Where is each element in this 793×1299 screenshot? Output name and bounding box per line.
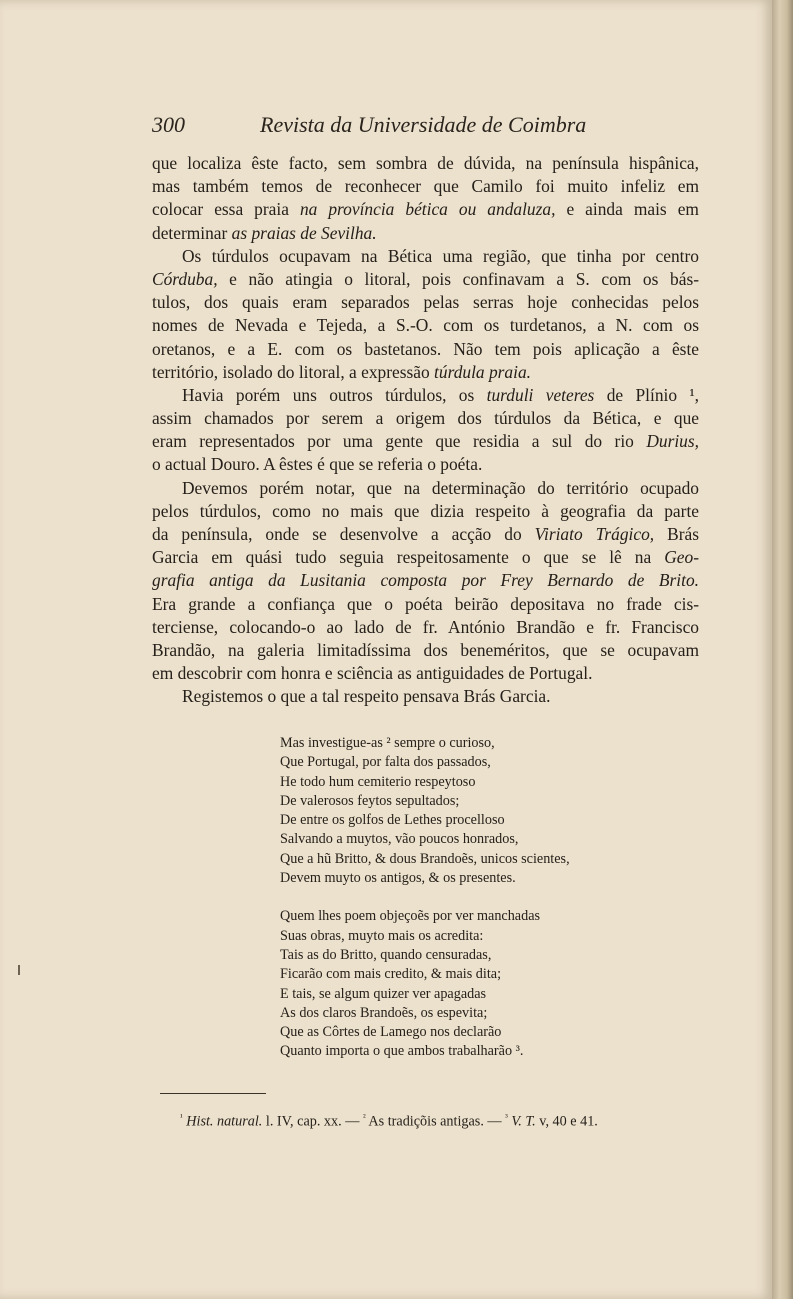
footnote-text: Hist. natural. <box>186 1113 263 1130</box>
poem-stanza <box>280 734 640 888</box>
body-text <box>152 152 699 709</box>
line-text: nomes de Nevada e Tejeda, a S.-O. com os turdetanos, a N. com os <box>152 315 699 336</box>
line-text: Garcia em quási tudo seguia respeitosamente o que se lê na <box>152 547 665 568</box>
body-line <box>152 639 699 662</box>
margin-mark <box>18 965 20 975</box>
poem-line: Ficarão com mais credito, & mais dita; <box>280 966 502 983</box>
line-text: em descobrir com honra e sciência as antiguidades de Portugal. <box>152 663 593 684</box>
body-line <box>152 245 699 268</box>
body-line <box>152 453 699 476</box>
page-edge <box>772 0 793 1299</box>
footnote-marker: ² <box>362 1112 366 1122</box>
poem-line: De entre os golfos de Lethes procelloso <box>280 812 505 829</box>
body-line <box>152 291 699 314</box>
italic-text: Geo- <box>664 547 699 568</box>
poem-line: Que Portugal, por falta dos passados, <box>280 754 491 771</box>
body-line <box>152 685 699 708</box>
line-text: Era grande a confiança que o poéta beirão depositava no frade cis- <box>152 593 699 614</box>
poem-line: Quanto importa o que ambos trabalharão ³. <box>280 1043 524 1060</box>
footnote-text: As tradiçõis antigas. — <box>365 1113 506 1130</box>
line-text: que localiza êste facto, sem sombra de dúvida, na península hispânica, <box>152 153 699 173</box>
line-text: Brás <box>654 524 699 544</box>
body-line <box>152 198 699 221</box>
poem-line: Que a hũ Britto, & dous Brandoẽs, unicos scientes, <box>280 850 570 867</box>
body-line <box>152 314 699 337</box>
footnote-marker: ¹ <box>180 1112 183 1122</box>
body-line <box>152 546 699 569</box>
quoted-poem <box>280 734 640 1081</box>
footnote-text: v, 40 e 41. <box>535 1113 598 1130</box>
italic-text: túrdula praia. <box>434 361 531 382</box>
page-number: 300 <box>152 112 185 137</box>
poem-line: Que as Côrtes de Lamego nos declarão <box>280 1024 502 1041</box>
italic-text: Córduba, <box>152 268 218 289</box>
body-line <box>152 175 699 198</box>
line-text: da península, onde se desenvolve a acção do <box>152 524 535 544</box>
line-text: assim chamados por serem a origem dos túrdulos da Bética, e que <box>152 408 699 429</box>
poem-line: As dos claros Brandoẽs, os espevita; <box>280 1004 488 1021</box>
line-text: determinar <box>152 222 232 243</box>
poem-line: De valerosos feytos sepultados; <box>280 792 460 809</box>
line-text: terciense, colocando-o ao lado de fr. António Brandão e fr. Francisco <box>152 616 699 637</box>
body-line <box>152 407 699 430</box>
body-line <box>152 268 699 291</box>
line-text: território, isolado do litoral, a expressão <box>152 361 435 382</box>
italic-text: na província bética ou andaluza, <box>299 199 556 220</box>
body-line <box>152 662 699 685</box>
line-text: Os túrdulos ocupavam na Bética uma região, que tinha por centro <box>182 245 699 266</box>
poem-line: Mas investigue-as ² sempre o curioso, <box>280 735 495 751</box>
body-line <box>152 222 699 245</box>
body-line <box>152 338 699 361</box>
footnote-text: l. IV, cap. xx. — <box>262 1113 363 1130</box>
line-text: e não atingia o litoral, pois confinavam a S. com os bás- <box>217 268 699 289</box>
body-line <box>152 593 699 616</box>
body-line <box>152 569 699 592</box>
body-line <box>152 500 699 523</box>
footnote-marker: ³ <box>505 1112 508 1122</box>
poem-line: Tais as do Britto, quando censuradas, <box>280 946 492 963</box>
italic-text: turduli veteres <box>486 384 595 405</box>
body-line <box>152 152 699 175</box>
poem-line: He todo hum cemiterio respeytoso <box>280 773 476 790</box>
line-text: Devemos porém notar, que na determinação do território ocupado <box>182 477 699 498</box>
body-line <box>152 477 699 500</box>
line-text: eram representados por uma gente que residia a sul do rio <box>152 431 647 452</box>
italic-text: Durius, <box>646 431 699 452</box>
poem-stanza <box>280 907 640 1061</box>
body-line <box>152 361 699 384</box>
line-text: oretanos, e a E. com os bastetanos. Não tem pois aplicação a êste <box>152 338 699 359</box>
poem-line: Devem muyto os antigos, & os presentes. <box>280 870 516 887</box>
line-text: pelos túrdulos, como no mais que dizia respeito à geografia da parte <box>152 500 699 521</box>
body-line <box>152 430 699 453</box>
italic-text: as praias de Sevilha. <box>231 222 377 243</box>
running-title: Revista da Universidade de Coimbra <box>260 112 587 137</box>
line-text: tulos, dos quais eram separados pelas serras hoje conhecidas pelos <box>152 292 699 313</box>
footnotes <box>180 1112 700 1131</box>
poem-line: Suas obras, muyto mais os acredita: <box>280 927 484 944</box>
line-text: Brandão, na galeria limitadíssima dos beneméritos, que se ocupavam <box>152 639 699 660</box>
poem-line: Quem lhes poem objeçoẽs por ver manchadas <box>280 908 541 925</box>
line-text: mas também temos de reconhecer que Camilo foi muito infeliz em <box>152 176 699 197</box>
line-text: Registemos o que a tal respeito pensava Brás Garcia. <box>182 686 551 707</box>
footnote-rule <box>160 1093 266 1094</box>
body-line <box>152 384 699 407</box>
poem-line: Salvando a muytos, vão poucos honrados, <box>280 831 519 848</box>
line-text: de Plínio ¹, <box>594 384 699 405</box>
italic-text: grafia antiga da Lusitania composta por Frey Bernardo de Brito. <box>152 570 699 591</box>
body-line <box>152 616 699 639</box>
italic-text: Viriato Trágico, <box>534 524 655 544</box>
line-text: e ainda mais em <box>555 199 699 220</box>
footnote-text: V. T. <box>507 1113 536 1130</box>
line-text: o actual Douro. A êstes é que se referia o poéta. <box>152 454 483 475</box>
line-text: colocar essa praia <box>152 199 300 220</box>
body-line <box>152 523 699 546</box>
poem-line: E tais, se algum quizer ver apagadas <box>280 985 487 1002</box>
line-text: Havia porém uns outros túrdulos, os <box>182 384 487 405</box>
